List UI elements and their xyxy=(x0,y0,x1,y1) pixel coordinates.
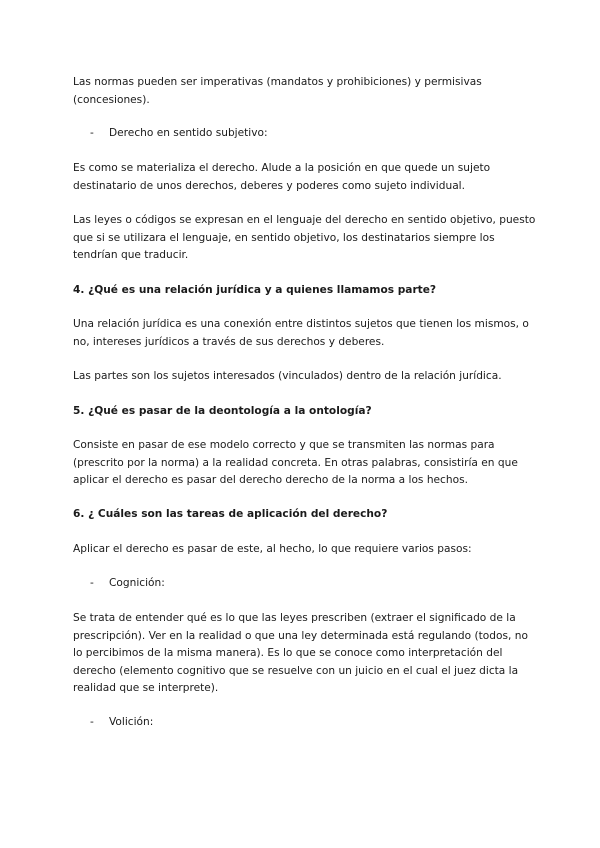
bullet-dash: - xyxy=(90,716,94,728)
bullet-volicion xyxy=(90,714,530,732)
bullet-dash: - xyxy=(90,127,94,139)
bullet-label: Derecho en sentido subjetivo: xyxy=(109,127,268,139)
text-line: Las normas pueden ser imperativas (mandatos y prohibiciones) y permisivas xyxy=(73,76,482,88)
text-line: Es como se materializa el derecho. Alude a la posición en que quede un sujeto xyxy=(73,162,491,174)
text-line: Las leyes o códigos se expresan en el lenguaje del derecho en sentido objetivo, puesto xyxy=(73,214,536,226)
paragraph-consiste xyxy=(73,437,533,490)
heading-text: 6. ¿ Cuáles son las tareas de aplicación del derecho? xyxy=(73,508,388,520)
text-line: tendrían que traducir. xyxy=(73,249,189,261)
bullet-derecho-subjetivo xyxy=(90,125,530,143)
paragraph-partes xyxy=(73,368,533,386)
text-line: no, intereses jurídicos a través de sus derechos y deberes. xyxy=(73,335,385,348)
text-line: (prescrito por la norma) a la realidad concreta. En otras palabras, consistiría en que xyxy=(73,456,518,469)
text-line: Consiste en pasar de ese modelo correcto y que se transmiten las normas para xyxy=(73,439,495,451)
paragraph-se-trata xyxy=(73,610,533,698)
text-line: derecho (elemento cognitivo que se resuelve con un juicio en el cual el juez dicta la xyxy=(73,664,519,677)
bullet-cognicion xyxy=(90,575,530,593)
text-line: Se trata de entender qué es lo que las leyes prescriben (extraer el significado de la xyxy=(73,612,516,624)
bullet-label: Cognición: xyxy=(109,577,165,589)
text-line: (concesiones). xyxy=(73,93,150,106)
paragraph-relacion-juridica xyxy=(73,316,533,351)
text-line: lo percibimos de la misma manera). Es lo que se conoce como interpretación del xyxy=(73,647,503,659)
heading-question-6 xyxy=(73,506,533,524)
bullet-label: Volición: xyxy=(109,716,154,728)
heading-question-4 xyxy=(73,282,533,300)
text-line: aplicar el derecho es pasar del derecho derecho de la norma a los hechos. xyxy=(73,474,468,486)
heading-text: 4. ¿Qué es una relación jurídica y a quienes llamamos parte? xyxy=(73,284,437,296)
text-line: Aplicar el derecho es pasar de este, al hecho, lo que requiere varios pasos: xyxy=(73,543,472,555)
text-line: prescripción). Ver en la realidad o que una ley determinada está regulando (todos, no xyxy=(73,629,528,642)
text-line: Una relación jurídica es una conexión entre distintos sujetos que tienen los mismos, o xyxy=(73,318,529,330)
paragraph-leyes-codigos xyxy=(73,212,536,265)
heading-text: 5. ¿Qué es pasar de la deontología a la ontología? xyxy=(73,405,372,417)
bullet-dash: - xyxy=(90,577,94,589)
text-line: Las partes son los sujetos interesados (vinculados) dentro de la relación jurídica. xyxy=(73,370,502,382)
text-line: que si se utilizara el lenguaje, en sentido objetivo, los destinatarios siempre los xyxy=(73,231,495,244)
text-line: realidad que se interprete). xyxy=(73,682,219,694)
paragraph-aplicar xyxy=(73,541,533,559)
paragraph-normas xyxy=(73,74,533,109)
heading-question-5 xyxy=(73,403,533,421)
paragraph-materializa xyxy=(73,160,533,195)
text-line: destinatario de unos derechos, deberes y poderes como sujeto individual. xyxy=(73,179,465,192)
